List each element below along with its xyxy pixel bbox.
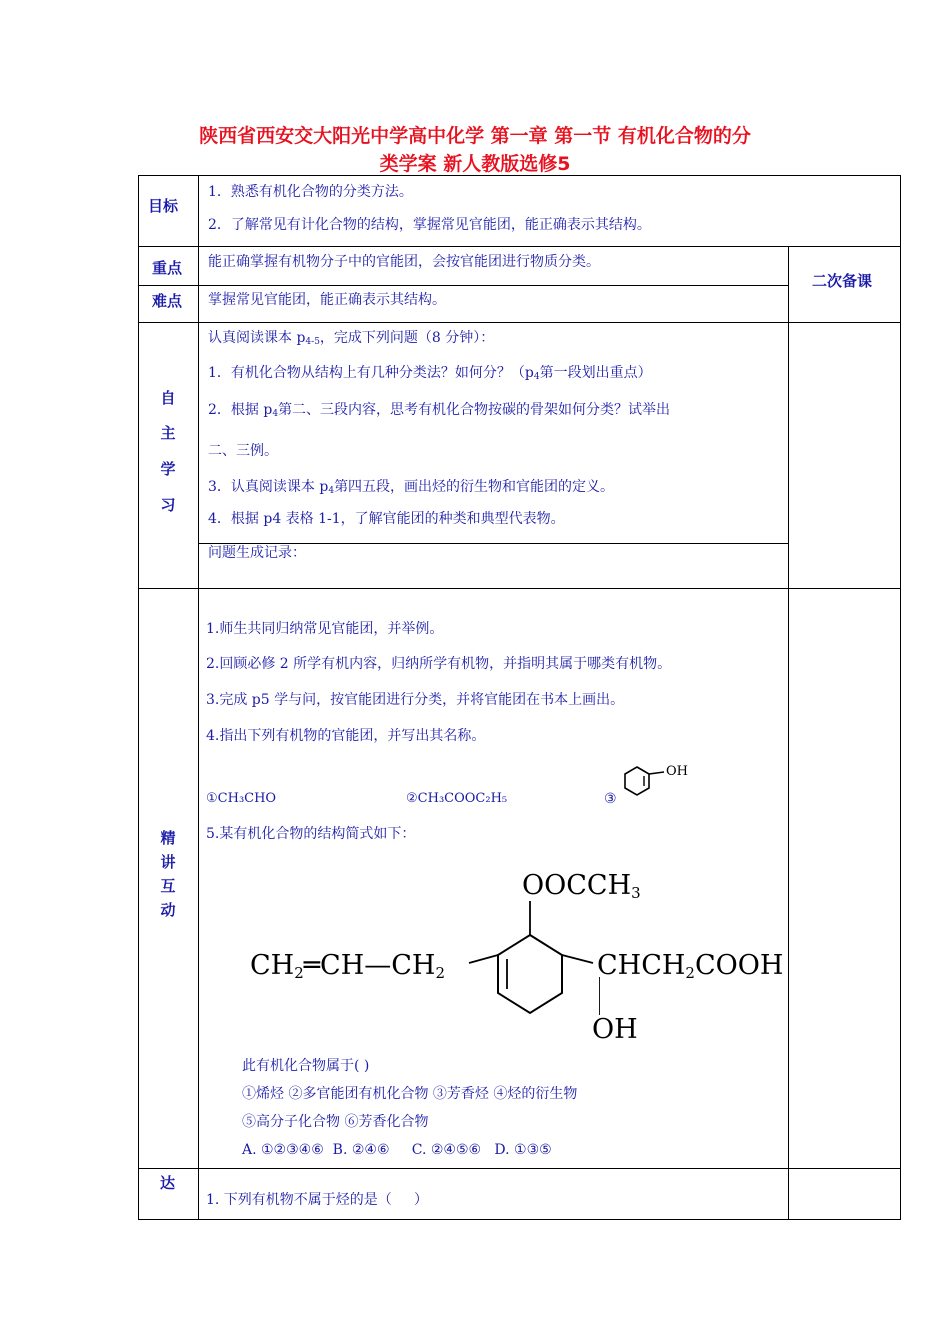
compound-3-mark: ③ bbox=[604, 791, 617, 807]
acetate-group: $OOCCH_3$ bbox=[522, 870, 641, 902]
lecture-item-2: 2.回顾必修 2 所学有机内容，归纳所学有机物，并指明其属于哪类有机物。 bbox=[206, 656, 672, 672]
goal-label: 目标 bbox=[148, 197, 179, 215]
benzene-ring-structure bbox=[465, 895, 600, 1030]
answer-choices: A. ①②③④⑥ B. ②④⑥ C. ②④⑤⑥ D. ①③⑤ bbox=[242, 1142, 552, 1158]
self-study-q2-cont: 二、三例。 bbox=[208, 443, 278, 459]
key-point-label: 重点 bbox=[152, 259, 183, 277]
phenol-structure bbox=[620, 760, 700, 806]
compound-1: ①CH₃CHO bbox=[206, 791, 277, 806]
classification-options-1: ①烯烃 ②多官能团有机化合物 ③芳香烃 ④烃的衍生物 bbox=[242, 1086, 578, 1102]
acid-chain: $CHCH_2COOH$ bbox=[597, 950, 784, 982]
lecture-item-4: 4.指出下列有机物的官能团，并写出其名称。 bbox=[206, 728, 486, 744]
classification-question: 此有机化合物属于( ) bbox=[242, 1058, 370, 1074]
lecture-item-1: 1.师生共同归纳常见官能团，并举例。 bbox=[206, 621, 444, 637]
difficulty-text: 掌握常见官能团，能正确表示其结构。 bbox=[208, 292, 446, 308]
reach-label: 达 bbox=[160, 1174, 176, 1192]
allyl-chain: $CH_2═CH—CH_2$ bbox=[250, 950, 446, 982]
key-point-text: 能正确掌握有机物分子中的官能团，会按官能团进行物质分类。 bbox=[208, 254, 600, 270]
hydroxyl-group: OH bbox=[592, 1014, 638, 1045]
self-study-q2: 2．根据 $p_4$第二、三段内容，思考有机化合物按碳的骨架如何分类？试举出 bbox=[208, 402, 671, 419]
difficulty-label: 难点 bbox=[152, 292, 183, 310]
compound-2: ②CH₃COOC₂H₅ bbox=[406, 791, 508, 806]
classification-options-2: ⑤高分子化合物 ⑥芳香化合物 bbox=[242, 1114, 429, 1130]
page-title: 陕西省西安交大阳光中学高中化学 第一章 第一节 有机化合物的分 bbox=[199, 125, 751, 147]
goal-item-2: 2．了解常见有计化合物的结构，掌握常见官能团，能正确表示其结构。 bbox=[208, 217, 651, 233]
goal-item-1: 1．熟悉有机化合物的分类方法。 bbox=[208, 184, 413, 200]
secondary-prep-label: 二次备课 bbox=[812, 272, 873, 290]
lecture-item-3: 3.完成 p5 学与问，按官能团进行分类，并将官能团在书本上画出。 bbox=[206, 692, 625, 708]
problem-record-label: 问题生成记录： bbox=[208, 545, 306, 561]
self-study-q3: 3．认真阅读课本 $p_4$第四五段，画出烃的衍生物和官能团的定义。 bbox=[208, 479, 615, 496]
self-study-intro: 认真阅读课本 $p_{4-5}$，完成下列问题（8 分钟）： bbox=[208, 330, 495, 347]
lecture-q5: 5.某有机化合物的结构简式如下： bbox=[206, 826, 416, 842]
self-study-q4: 4．根据 p4 表格 1-1，了解官能团的种类和典型代表物。 bbox=[208, 511, 565, 527]
self-study-q1: 1．有机化合物从结构上有几种分类法？如何分？（$p_4$第一段划出重点） bbox=[208, 365, 652, 382]
phenol-oh-label: OH bbox=[666, 764, 688, 779]
page-title-line2: 类学案 新人教版选修5 bbox=[379, 153, 571, 175]
reach-q1: 1. 下列有机物不属于烃的是（ ） bbox=[206, 1192, 429, 1208]
